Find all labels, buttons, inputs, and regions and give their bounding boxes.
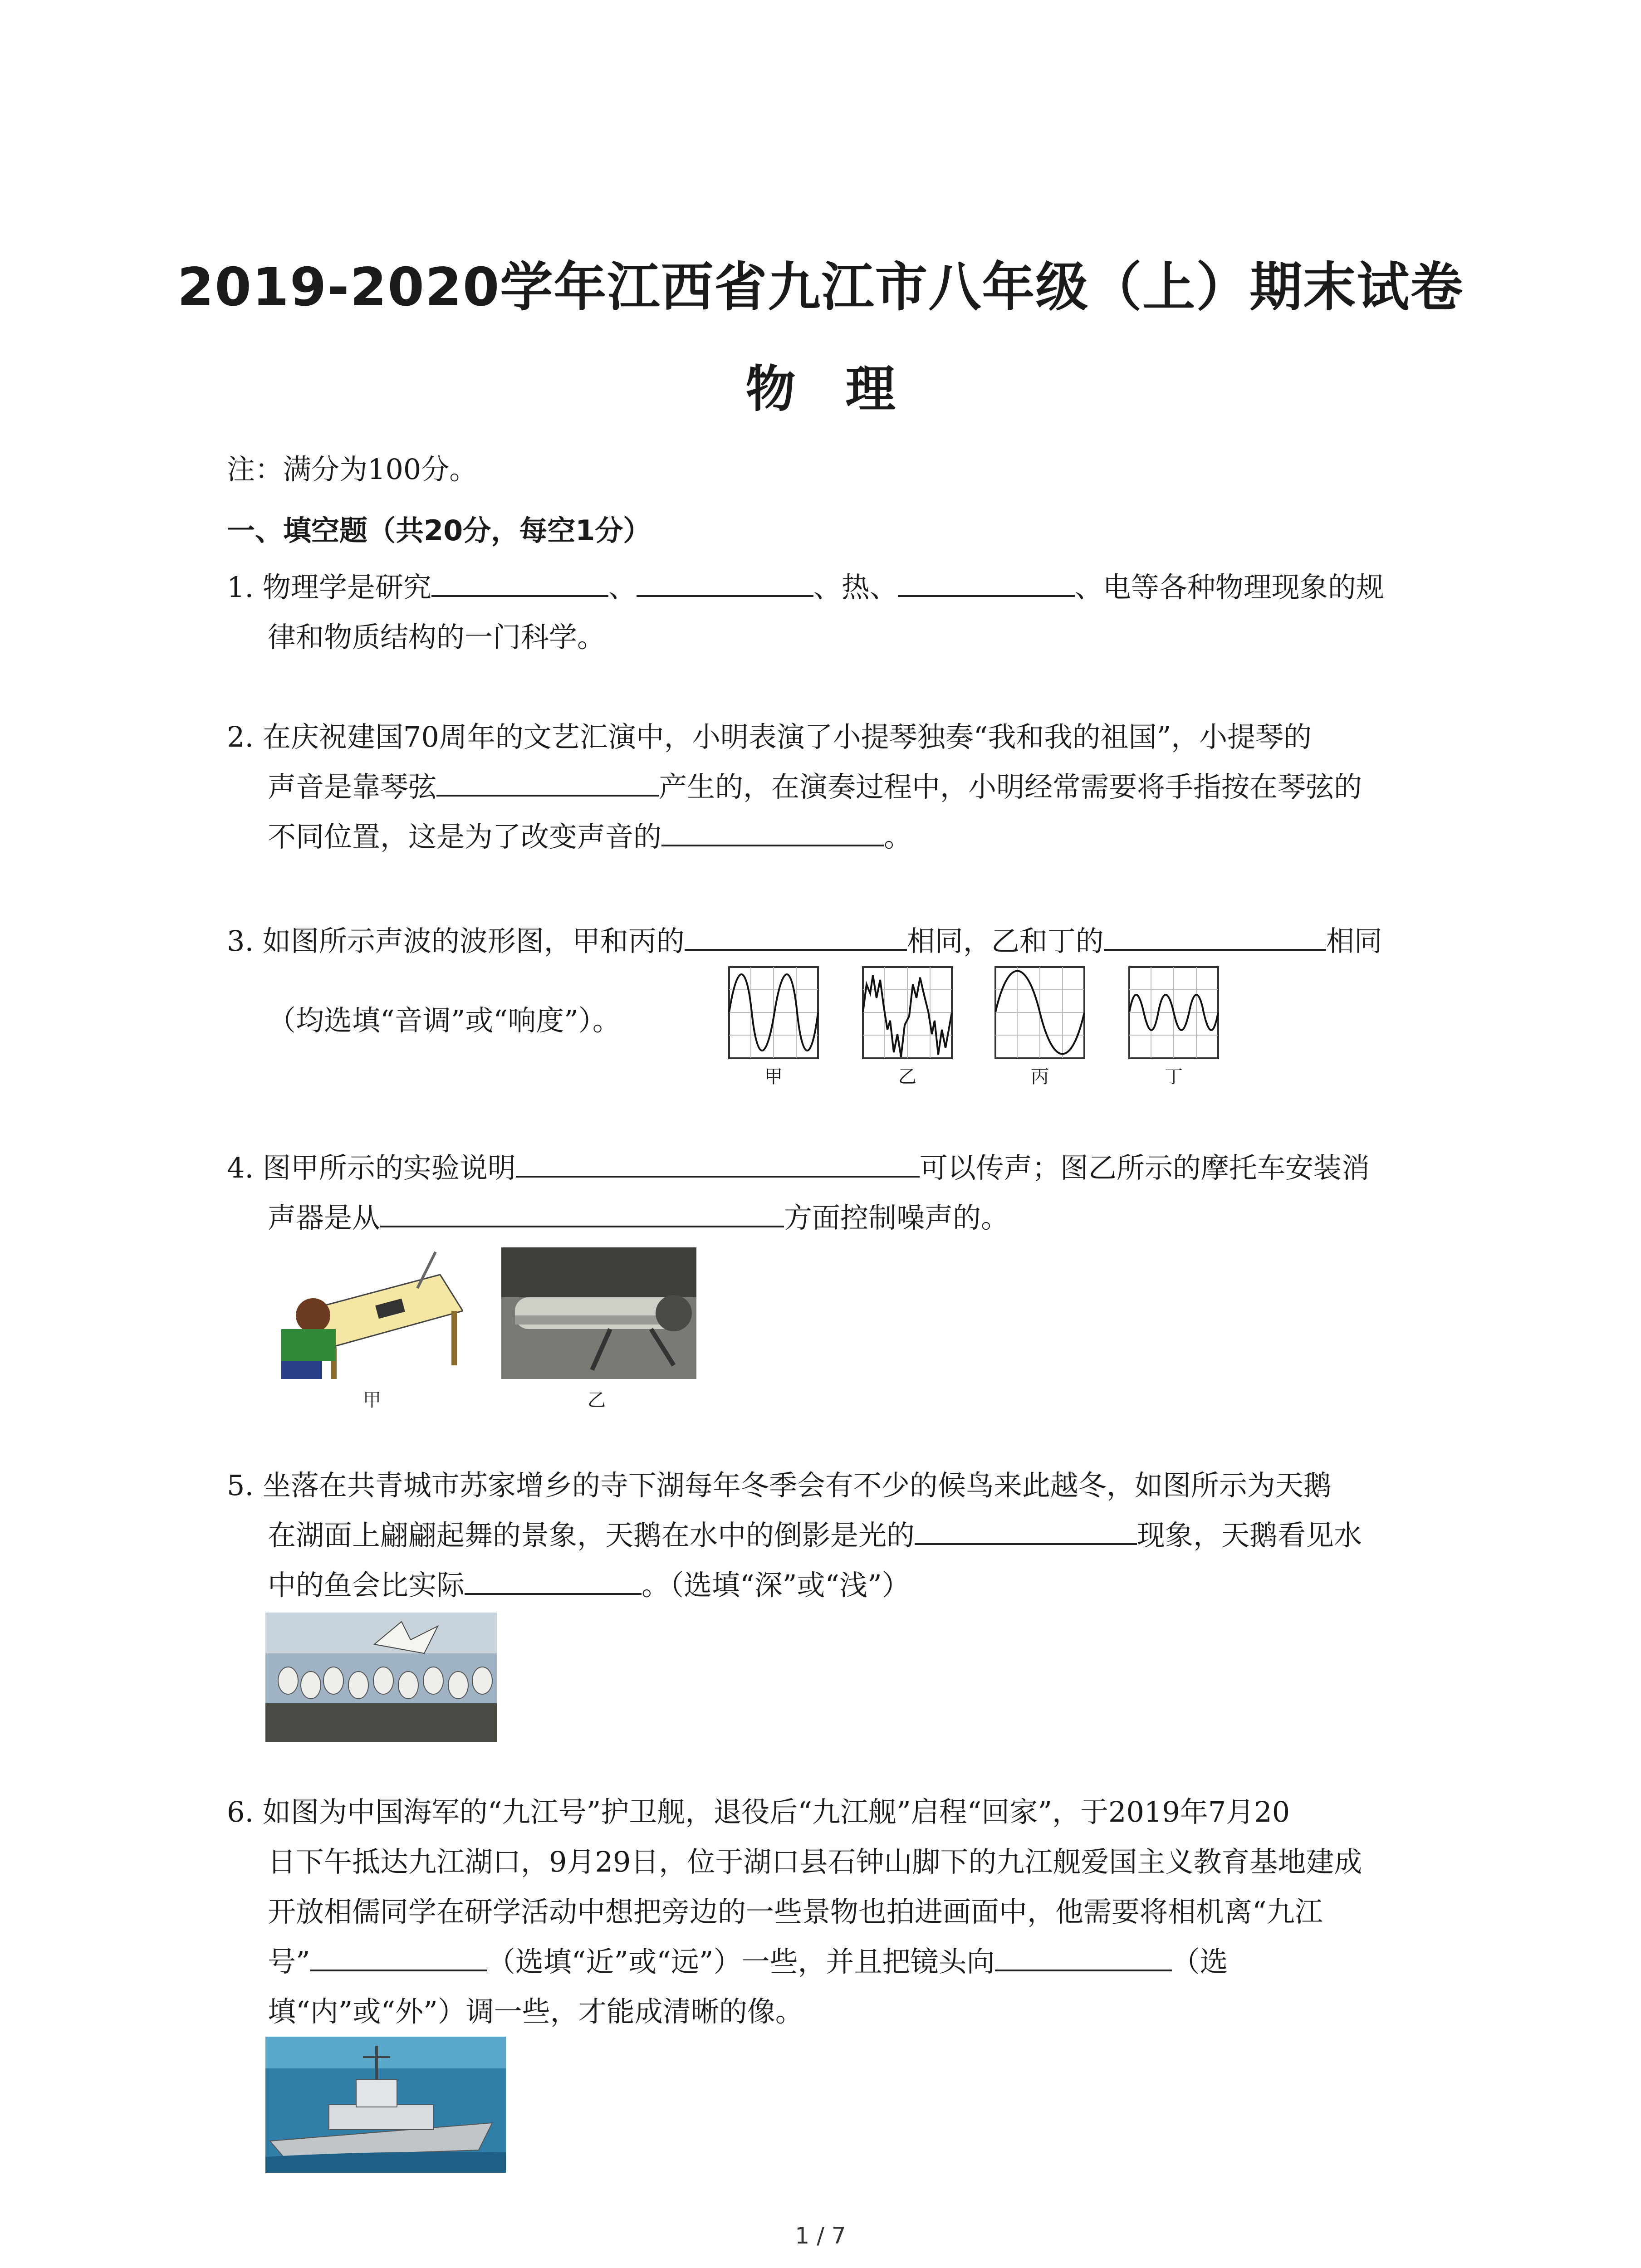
waveform-yi [862,966,953,1059]
question-number: 1. [227,571,254,604]
question-number: 6. [227,1795,254,1828]
figure-caption: 乙 [898,1066,916,1087]
question-3: 3. 如图所示声波的波形图，甲和丙的 相同，乙和丁的 相同 [227,916,1452,966]
question-number: 3. [227,924,254,958]
answer-blank[interactable] [898,568,1075,597]
answer-blank[interactable] [661,817,884,846]
answer-blank[interactable] [516,1149,920,1178]
question-5: 5. 坐落在共青城市苏家增乡的寺下湖每年冬季会有不少的候鸟来此越冬，如图所示为天鹅 在湖面上翩翩起舞的景象，天鹅在水中的倒影是光的 现象，天鹅看见水 中的鱼会比实际 。（选填“深”或“浅”） [227,1469,1362,1602]
motorcycle-muffler-image [501,1247,696,1379]
waveform-ding [1128,966,1219,1059]
figure-caption: 甲 [764,1066,783,1087]
section-heading: 一、填空题（共20分，每空1分） [227,514,652,547]
swan-lake-image [265,1613,497,1742]
answer-blank[interactable] [995,1942,1172,1971]
question-number: 2. [227,720,254,753]
answer-blank[interactable] [637,568,813,597]
answer-blank[interactable] [310,1942,487,1971]
answer-blank[interactable] [1104,922,1326,951]
figure-caption: 乙 [588,1390,606,1411]
question-number: 5. [227,1469,254,1502]
score-note: 注：满分为100分。 [227,453,478,486]
question-2: 2. 在庆祝建国70周年的文艺汇演中，小明表演了小提琴独奏“我和我的祖国”，小提琴的 声音是靠琴弦 产生的，在演奏过程中，小明经常需要将手指按在琴弦的 不同位置，这是为了改变声音的 。 [227,720,1362,853]
warship-image [265,2037,506,2173]
answer-blank[interactable] [685,922,907,951]
answer-blank[interactable] [436,767,659,797]
question-4: 4. 图甲所示的实验说明 可以传声；图乙所示的摩托车安装消 声器是从 方面控制噪声的。 [227,1143,1452,1243]
question-number: 4. [227,1151,254,1184]
answer-blank[interactable] [915,1516,1137,1545]
figure-caption: 丁 [1165,1066,1183,1087]
answer-blank[interactable] [431,568,608,597]
question-1: 1. 物理学是研究 、 、热、 、电等各种物理现象的规 律和物质结构的一门科学。 [227,562,1452,662]
waveform-bing [994,966,1085,1059]
answer-blank[interactable] [380,1198,784,1227]
question-6: 6. 如图为中国海军的“九江号”护卫舰，退役后“九江舰”启程“回家”，于2019年7月20 日下午抵达九江湖口，9月29日，位于湖口县石钟山脚下的九江舰爱国主义教育基地建成 开放相儒同学在研学活动中想把旁边的一些景物也拍进画面中，他需要将相机离“九江 号” （选填“近”或“远”）一些，并且把镜头向 （选 填“内”或“外”）调一些，才能成清晰的像。 [227,1795,1362,2028]
exam-title: 2019-2020学年江西省九江市八年级（上）期末试卷 [177,257,1464,318]
page-number: 1 / 7 [795,2223,846,2249]
answer-blank[interactable] [465,1566,642,1595]
figure-caption: 甲 [363,1390,381,1411]
subject-title: 物理 [745,360,945,418]
figure-caption: 丙 [1031,1066,1049,1087]
waveform-jia [728,966,819,1059]
desk-experiment-image [272,1247,463,1379]
